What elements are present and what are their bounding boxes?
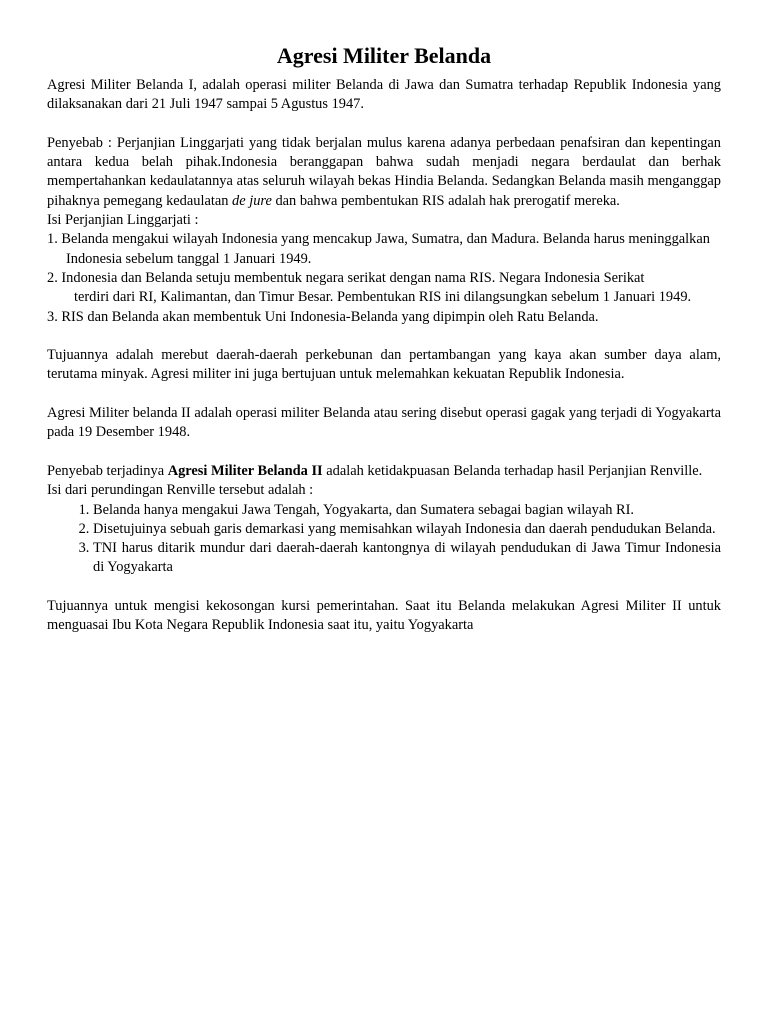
linggarjati-item-2-line1: 2. Indonesia dan Belanda setuju membentuk negara serikat dengan nama RIS. Negara Indonesia Serikat — [47, 269, 645, 286]
linggarjati-item-3: 3. RIS dan Belanda akan membentuk Uni Indonesia-Belanda yang dipimpin oleh Ratu Belanda. — [47, 308, 599, 325]
renville-item-2: 2. Disetujuinya sebuah garis demarkasi yang memisahkan wilayah Indonesia dan daerah pendudukan Belanda. — [93, 520, 721, 539]
renville-heading: Isi dari perundingan Renville tersebut adalah : — [47, 482, 314, 499]
linggarjati-item-2-rest: terdiri dari RI, Kalimantan, dan Timur Besar. Pembentukan RIS ini dilangsungkan sebelum 1 Januari 1949. — [74, 289, 692, 306]
renville-item-1: 1. Belanda hanya mengakui Jawa Tengah, Yogyakarta, dan Sumatera sebagai bagian wilayah RI. — [93, 501, 721, 520]
intro-paragraph: Agresi Militer Belanda I, adalah operasi militer Belanda di Jawa dan Sumatra terhadap Republik Indonesia yang dilaksanakan dari 21 Juli 1947 sampai 5 Agustus 1947. — [47, 77, 721, 113]
cause1-italic-term: de jure — [232, 192, 272, 209]
cause1-text-end: dan bahwa pembentukan RIS adalah hak prerogatif mereka. — [271, 192, 620, 209]
spacer — [47, 115, 721, 134]
cause2-text: Penyebab terjadinya — [47, 462, 168, 479]
renville-list — [47, 501, 721, 578]
agresi2-intro-paragraph: Agresi Militer belanda II adalah operasi militer Belanda atau sering disebut operasi gagak yang terjadi di Yogyakarta pada 19 Desember 1948. — [47, 405, 721, 441]
cause2-paragraph — [47, 462, 721, 481]
spacer — [47, 327, 721, 346]
cause1-paragraph — [47, 134, 721, 211]
linggarjati-heading: Isi Perjanjian Linggarjati : — [47, 212, 199, 229]
renville-item-3: 3. TNI harus ditarik mundur dari daerah-daerah kantongnya di wilayah pendudukan di Jawa Timur Indonesia di Yogyakarta — [93, 539, 721, 578]
spacer — [47, 385, 721, 404]
linggarjati-item-2 — [47, 269, 721, 308]
document-title: Agresi Militer Belanda — [276, 43, 492, 68]
goal1-paragraph: Tujuannya adalah merebut daerah-daerah perkebunan dan pertambangan yang kaya akan sumber daya alam, terutama minyak. Agresi militer ini juga bertujuan untuk melemahkan kekuatan Republik Indonesia. — [47, 347, 721, 383]
linggarjati-item-1: 1. Belanda mengakui wilayah Indonesia yang mencakup Jawa, Sumatra, dan Madura. Belanda harus meninggalkan Indonesia sebelum tanggal 1 Januari 1949. — [47, 231, 710, 267]
goal2-paragraph: Tujuannya untuk mengisi kekosongan kursi pemerintahan. Saat itu Belanda melakukan Agresi Militer II untuk menguasai Ibu Kota Negara Republik Indonesia saat itu, yaitu Yogyakarta — [47, 598, 721, 634]
cause2-text-end: adalah ketidakpuasan Belanda terhadap hasil Perjanjian Renville. — [322, 462, 703, 479]
cause1-text: Penyebab : Perjanjian Linggarjati yang tidak berjalan mulus karena adanya perbedaan penafsiran dan kepentingan antara kedua belah pihak.Indonesia beranggapan bahwa sudah menjadi negara berdaulat dan berhak mempertahankan kedaulatannya atas seluruh wilayah bekas Hindia Belanda. Sedangkan Belanda masih menganggap pihaknya pemegang kedaulatan — [47, 134, 721, 209]
cause2-bold-term: Agresi Militer Belanda II — [167, 462, 323, 479]
spacer — [47, 443, 721, 462]
spacer — [47, 578, 721, 597]
